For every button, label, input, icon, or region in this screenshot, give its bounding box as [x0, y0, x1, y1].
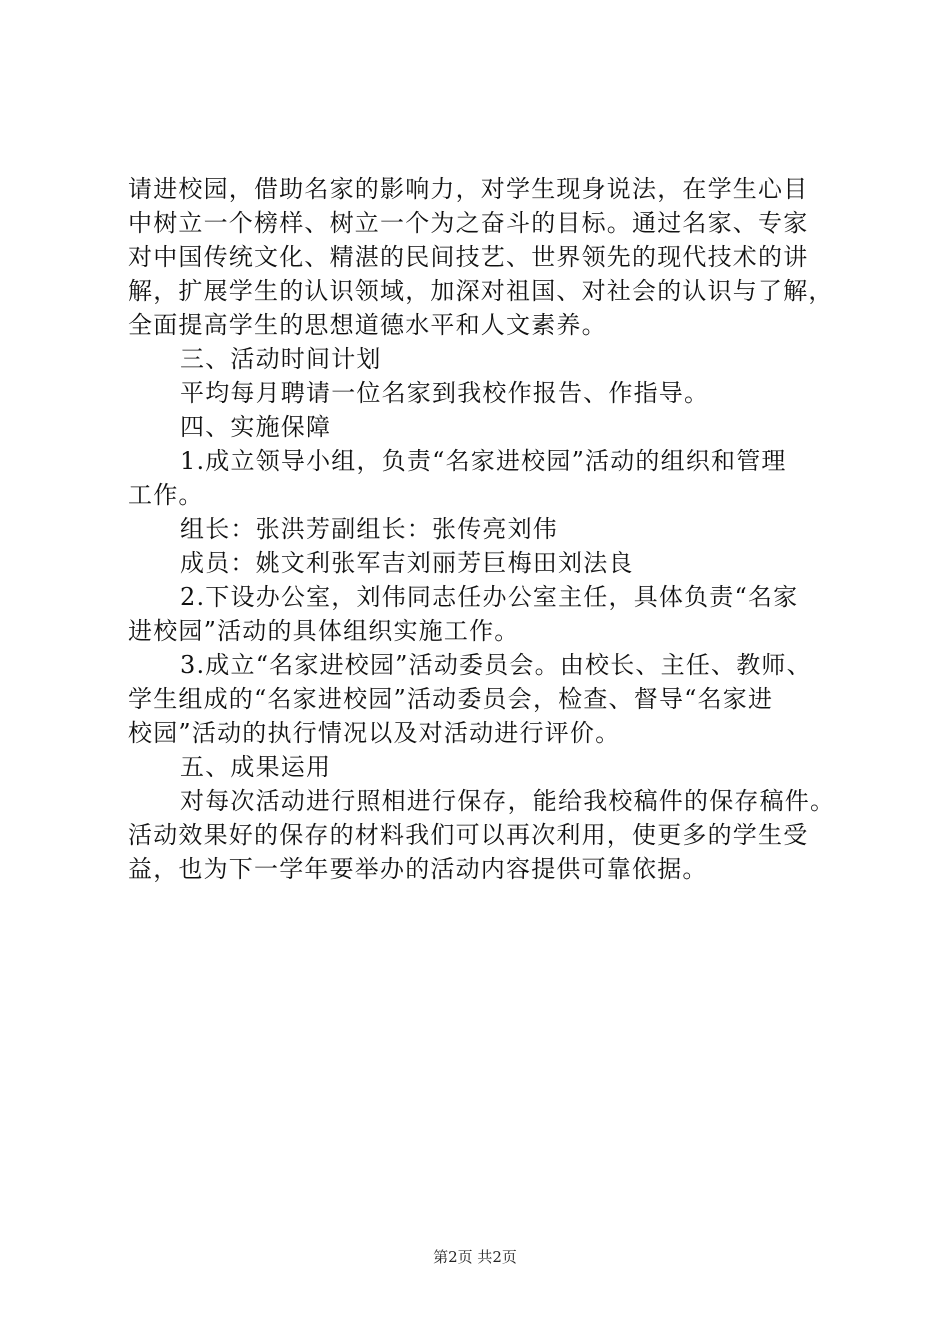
list-item: 1.成立领导小组，负责“名家进校园”活动的组织和管理 — [180, 447, 787, 475]
body-line: 平均每月聘请一位名家到我校作报告、作指导。 — [180, 379, 710, 407]
body-line: 校园”活动的执行情况以及对活动进行评价。 — [128, 719, 621, 747]
body-line: 中树立一个榜样、树立一个为之奋斗的目标。通过名家、专家 — [128, 209, 809, 237]
body-line: 成员：姚文利张军吉刘丽芳巨梅田刘法良 — [180, 549, 634, 577]
page-number: 第2页 共2页 — [433, 1248, 517, 1266]
section-heading: 四、实施保障 — [180, 413, 332, 441]
body-line: 对每次活动进行照相进行保存，能给我校稿件的保存稿件。 — [180, 787, 836, 815]
body-line: 益，也为下一学年要举办的活动内容提供可靠依据。 — [128, 855, 708, 883]
list-item: 3.成立“名家进校园”活动委员会。由校长、主任、教师、 — [180, 651, 812, 679]
body-line: 解，扩展学生的认识领域，加深对祖国、对社会的认识与了解， — [128, 277, 834, 305]
document-body — [128, 172, 838, 886]
list-item: 2.下设办公室，刘伟同志任办公室主任，具体负责“名家 — [180, 583, 799, 611]
body-line: 工作。 — [128, 481, 204, 509]
section-heading: 五、成果运用 — [180, 753, 332, 781]
section-heading: 三、活动时间计划 — [180, 345, 382, 373]
body-line: 组长：张洪芳副组长：张传亮刘伟 — [180, 515, 558, 543]
body-line: 全面提高学生的思想道德水平和人文素养。 — [128, 311, 607, 339]
body-line: 进校园”活动的具体组织实施工作。 — [128, 617, 520, 645]
body-line: 学生组成的“名家进校园”活动委员会，检查、督导“名家进 — [128, 685, 774, 713]
body-line: 活动效果好的保存的材料我们可以再次利用，使更多的学生受 — [128, 821, 809, 849]
body-line: 请进校园，借助名家的影响力，对学生现身说法，在学生心目 — [128, 175, 809, 203]
body-line: 对中国传统文化、精湛的民间技艺、世界领先的现代技术的讲 — [128, 243, 809, 271]
